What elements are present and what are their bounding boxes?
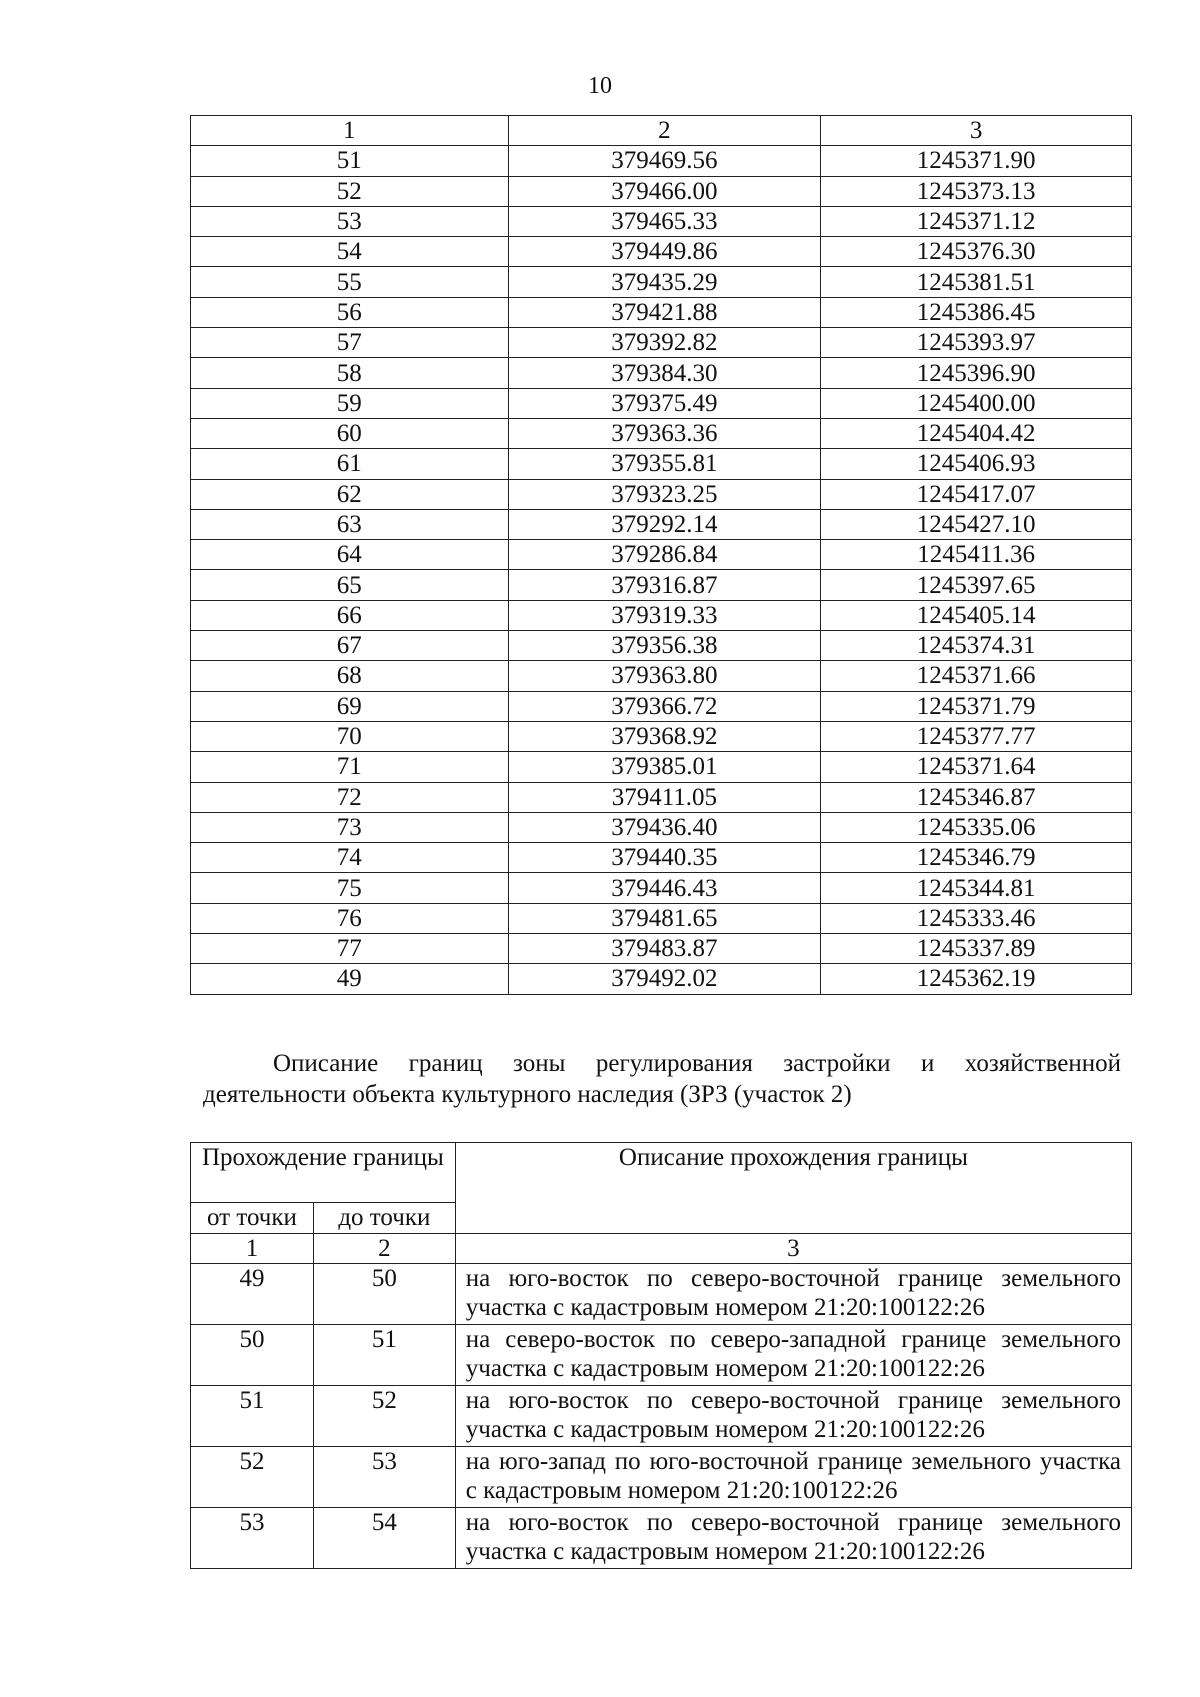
y-coordinate: 1245405.14 (821, 600, 1132, 630)
boundary-description: на северо-восток по северо-западной границе земельного участка с кадастровым номером 21:20:100122:26 (455, 1325, 1131, 1386)
x-coordinate: 379449.86 (508, 237, 821, 267)
table-row (191, 873, 1132, 903)
table-row (191, 509, 1132, 539)
y-coordinate: 1245400.00 (821, 388, 1132, 418)
y-coordinate: 1245397.65 (821, 570, 1132, 600)
x-coordinate: 379435.29 (508, 267, 821, 297)
to-point: 51 (313, 1325, 455, 1386)
point-number: 64 (191, 540, 509, 570)
to-point: 50 (313, 1264, 455, 1325)
table-row (191, 570, 1132, 600)
point-number: 74 (191, 843, 509, 873)
point-number: 49 (191, 964, 509, 994)
x-coordinate: 379292.14 (508, 509, 821, 539)
y-coordinate: 1245333.46 (821, 903, 1132, 933)
point-number: 51 (191, 146, 509, 176)
y-coordinate: 1245381.51 (821, 267, 1132, 297)
point-number: 63 (191, 509, 509, 539)
boundary-description: на юго-восток по северо-восточной границе земельного участка с кадастровым номером 21:20:100122:26 (455, 1508, 1131, 1569)
table-row (191, 661, 1132, 691)
point-number: 75 (191, 873, 509, 903)
y-coordinate: 1245377.77 (821, 721, 1132, 751)
table-row (191, 843, 1132, 873)
x-coordinate: 379316.87 (508, 570, 821, 600)
y-coordinate: 1245427.10 (821, 509, 1132, 539)
col-number-1: 1 (191, 1234, 314, 1264)
boundary-description: на юго-восток по северо-восточной границе земельного участка с кадастровым номером 21:20:100122:26 (455, 1264, 1131, 1325)
table-row (191, 206, 1132, 236)
header-from-point: от точки (191, 1203, 314, 1234)
y-coordinate: 1245346.79 (821, 843, 1132, 873)
header-passage: Прохождение границы (191, 1143, 456, 1203)
from-point: 53 (191, 1508, 314, 1569)
y-coordinate: 1245373.13 (821, 176, 1132, 206)
table-row (191, 1386, 1132, 1447)
x-coordinate: 379469.56 (508, 146, 821, 176)
point-number: 62 (191, 479, 509, 509)
table-row (191, 328, 1132, 358)
y-coordinate: 1245337.89 (821, 934, 1132, 964)
x-coordinate: 379492.02 (508, 964, 821, 994)
to-point: 54 (313, 1508, 455, 1569)
point-number: 56 (191, 297, 509, 327)
x-coordinate: 379466.00 (508, 176, 821, 206)
point-number: 66 (191, 600, 509, 630)
x-coordinate: 379483.87 (508, 934, 821, 964)
x-coordinate: 379356.38 (508, 631, 821, 661)
point-number: 59 (191, 388, 509, 418)
x-coordinate: 379440.35 (508, 843, 821, 873)
col-header-3: 3 (821, 116, 1132, 146)
point-number: 77 (191, 934, 509, 964)
y-coordinate: 1245335.06 (821, 812, 1132, 842)
x-coordinate: 379392.82 (508, 328, 821, 358)
table-row (191, 631, 1132, 661)
point-number: 73 (191, 812, 509, 842)
col-header-1: 1 (191, 116, 509, 146)
y-coordinate: 1245376.30 (821, 237, 1132, 267)
y-coordinate: 1245404.42 (821, 418, 1132, 448)
table-row (191, 812, 1132, 842)
y-coordinate: 1245346.87 (821, 782, 1132, 812)
x-coordinate: 379421.88 (508, 297, 821, 327)
point-number: 70 (191, 721, 509, 751)
x-coordinate: 379363.80 (508, 661, 821, 691)
from-point: 52 (191, 1447, 314, 1508)
col-number-2: 2 (313, 1234, 455, 1264)
table-row (191, 176, 1132, 206)
point-number: 53 (191, 206, 509, 236)
table-row (191, 964, 1132, 994)
point-number: 72 (191, 782, 509, 812)
table-row (191, 752, 1132, 782)
table-row (191, 1325, 1132, 1386)
col-number-3: 3 (455, 1234, 1131, 1264)
table-row (191, 782, 1132, 812)
point-number: 76 (191, 903, 509, 933)
x-coordinate: 379323.25 (508, 479, 821, 509)
x-coordinate: 379368.92 (508, 721, 821, 751)
coordinates-header-row (191, 116, 1132, 146)
y-coordinate: 1245393.97 (821, 328, 1132, 358)
from-point: 50 (191, 1325, 314, 1386)
boundary-description: на юго-восток по северо-восточной границе земельного участка с кадастровым номером 21:20:100122:26 (455, 1386, 1131, 1447)
from-point: 51 (191, 1386, 314, 1447)
x-coordinate: 379411.05 (508, 782, 821, 812)
point-number: 68 (191, 661, 509, 691)
table-row (191, 388, 1132, 418)
point-number: 57 (191, 328, 509, 358)
table-row (191, 721, 1132, 751)
y-coordinate: 1245386.45 (821, 297, 1132, 327)
y-coordinate: 1245371.79 (821, 691, 1132, 721)
y-coordinate: 1245344.81 (821, 873, 1132, 903)
y-coordinate: 1245417.07 (821, 479, 1132, 509)
x-coordinate: 379355.81 (508, 449, 821, 479)
table-row (191, 934, 1132, 964)
table-row (191, 479, 1132, 509)
point-number: 65 (191, 570, 509, 600)
point-number: 67 (191, 631, 509, 661)
point-number: 71 (191, 752, 509, 782)
x-coordinate: 379384.30 (508, 358, 821, 388)
x-coordinate: 379481.65 (508, 903, 821, 933)
point-number: 54 (191, 237, 509, 267)
point-number: 61 (191, 449, 509, 479)
y-coordinate: 1245371.12 (821, 206, 1132, 236)
header-to-point: до точки (313, 1203, 455, 1234)
page-number: 10 (588, 73, 612, 99)
table-row (191, 418, 1132, 448)
x-coordinate: 379436.40 (508, 812, 821, 842)
coordinates-table (190, 115, 1132, 995)
x-coordinate: 379446.43 (508, 873, 821, 903)
x-coordinate: 379385.01 (508, 752, 821, 782)
table-row (191, 1447, 1132, 1508)
to-point: 53 (313, 1447, 455, 1508)
table-row (191, 358, 1132, 388)
x-coordinate: 379319.33 (508, 600, 821, 630)
col-header-2: 2 (508, 116, 821, 146)
table-row (191, 297, 1132, 327)
table-row (191, 540, 1132, 570)
table-row (191, 691, 1132, 721)
table-row (191, 237, 1132, 267)
y-coordinate: 1245371.90 (821, 146, 1132, 176)
y-coordinate: 1245411.36 (821, 540, 1132, 570)
point-number: 69 (191, 691, 509, 721)
y-coordinate: 1245371.66 (821, 661, 1132, 691)
point-number: 55 (191, 267, 509, 297)
x-coordinate: 379375.49 (508, 388, 821, 418)
point-number: 60 (191, 418, 509, 448)
x-coordinate: 379363.36 (508, 418, 821, 448)
point-number: 52 (191, 176, 509, 206)
table-row (191, 267, 1132, 297)
table-row (191, 1508, 1132, 1569)
from-point: 49 (191, 1264, 314, 1325)
boundary-description: на юго-запад по юго-восточной границе земельного участка с кадастровым номером 21:20:100122:26 (455, 1447, 1131, 1508)
y-coordinate: 1245362.19 (821, 964, 1132, 994)
y-coordinate: 1245374.31 (821, 631, 1132, 661)
y-coordinate: 1245396.90 (821, 358, 1132, 388)
x-coordinate: 379465.33 (508, 206, 821, 236)
header-description: Описание прохождения границы (455, 1143, 1131, 1234)
boundary-table (190, 1142, 1132, 1569)
x-coordinate: 379366.72 (508, 691, 821, 721)
to-point: 52 (313, 1386, 455, 1447)
y-coordinate: 1245371.64 (821, 752, 1132, 782)
section-title: Описание границ зоны регулирования застройки и хозяйственной деятельности объекта культурного наследия (ЗРЗ (участок 2) (203, 1050, 1121, 1108)
table-row (191, 600, 1132, 630)
table-row (191, 903, 1132, 933)
table-row (191, 1264, 1132, 1325)
y-coordinate: 1245406.93 (821, 449, 1132, 479)
point-number: 58 (191, 358, 509, 388)
x-coordinate: 379286.84 (508, 540, 821, 570)
table-row (191, 146, 1132, 176)
table-row (191, 449, 1132, 479)
